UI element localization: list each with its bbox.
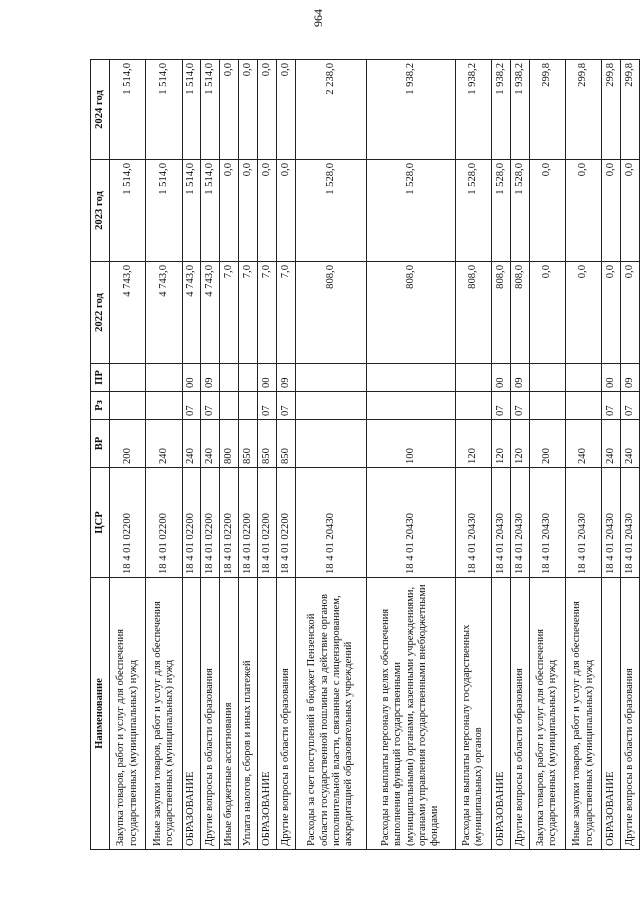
cell-2022: 0,0: [565, 262, 601, 364]
cell-name: Иные закупки товаров, работ и услуг для обеспечения государственных (муниципальных) нужд: [565, 578, 601, 850]
header-2022: 2022 год: [91, 262, 110, 364]
cell-csr: 18 4 01 20430: [295, 468, 366, 578]
table-row: [455, 60, 491, 850]
cell-2024: 299,8: [602, 60, 621, 160]
cell-2022: 0,0: [529, 262, 565, 364]
cell-csr: 18 4 01 02200: [220, 468, 239, 578]
cell-name: ОБРАЗОВАНИЕ: [491, 578, 510, 850]
cell-vr: 240: [201, 420, 220, 468]
cell-2023: 0,0: [565, 160, 601, 262]
cell-pr: 09: [201, 364, 220, 392]
cell-vr: 240: [565, 420, 601, 468]
cell-2022: 7,0: [276, 262, 295, 364]
cell-rz: [239, 392, 258, 420]
cell-2022: 4 743,0: [110, 262, 146, 364]
cell-2023: 1 514,0: [201, 160, 220, 262]
cell-2023: 1 528,0: [455, 160, 491, 262]
cell-2023: 1 514,0: [182, 160, 201, 262]
cell-vr: 800: [220, 420, 239, 468]
cell-rz: 07: [201, 392, 220, 420]
cell-2023: 1 528,0: [366, 160, 455, 262]
cell-csr: 18 4 01 20430: [565, 468, 601, 578]
cell-2022: 4 743,0: [201, 262, 220, 364]
cell-name: ОБРАЗОВАНИЕ: [258, 578, 277, 850]
cell-rz: 07: [491, 392, 510, 420]
cell-vr: 240: [146, 420, 182, 468]
cell-vr: 100: [366, 420, 455, 468]
cell-name: Другие вопросы в области образования: [510, 578, 529, 850]
cell-name: ОБРАЗОВАНИЕ: [602, 578, 621, 850]
cell-2022: 808,0: [366, 262, 455, 364]
cell-pr: [455, 364, 491, 392]
cell-2024: 0,0: [239, 60, 258, 160]
table-row: [529, 60, 565, 850]
rotated-table-container: [90, 60, 640, 850]
cell-vr: 850: [276, 420, 295, 468]
cell-name: Закупка товаров, работ и услуг для обеспечения государственных (муниципальных) нужд: [529, 578, 565, 850]
cell-2022: 808,0: [455, 262, 491, 364]
cell-2024: 0,0: [276, 60, 295, 160]
cell-name: Расходы на выплаты персоналу государственных (муниципальных) органов: [455, 578, 491, 850]
header-pr: ПР: [91, 364, 110, 392]
cell-csr: 18 4 01 02200: [110, 468, 146, 578]
cell-vr: 850: [258, 420, 277, 468]
table-row: [258, 60, 277, 850]
cell-pr: [295, 364, 366, 392]
table-row: [602, 60, 621, 850]
table-row: [510, 60, 529, 850]
cell-vr: 240: [621, 420, 640, 468]
cell-2022: 0,0: [602, 262, 621, 364]
cell-pr: 09: [621, 364, 640, 392]
cell-name: Другие вопросы в области образования: [276, 578, 295, 850]
table-row: [366, 60, 455, 850]
cell-rz: [110, 392, 146, 420]
cell-rz: [529, 392, 565, 420]
cell-pr: [146, 364, 182, 392]
cell-rz: [455, 392, 491, 420]
cell-2024: 1 514,0: [110, 60, 146, 160]
header-name: Наименование: [91, 578, 110, 850]
cell-csr: 18 4 01 02200: [258, 468, 277, 578]
cell-2024: 1 514,0: [201, 60, 220, 160]
cell-2022: 7,0: [220, 262, 239, 364]
cell-csr: 18 4 01 02200: [182, 468, 201, 578]
cell-2024: 1 938,2: [510, 60, 529, 160]
table-row: [295, 60, 366, 850]
cell-2024: 1 938,2: [491, 60, 510, 160]
cell-rz: 07: [602, 392, 621, 420]
table-row: [146, 60, 182, 850]
cell-csr: 18 4 01 20430: [621, 468, 640, 578]
cell-rz: 07: [258, 392, 277, 420]
cell-name: Иные бюджетные ассигнования: [220, 578, 239, 850]
cell-pr: 00: [491, 364, 510, 392]
cell-vr: 120: [455, 420, 491, 468]
cell-2023: 0,0: [239, 160, 258, 262]
budget-table: [90, 59, 640, 850]
cell-2024: 0,0: [258, 60, 277, 160]
cell-pr: 09: [276, 364, 295, 392]
cell-2022: 808,0: [510, 262, 529, 364]
cell-2022: 4 743,0: [182, 262, 201, 364]
cell-2024: 2 238,0: [295, 60, 366, 160]
cell-2023: 0,0: [258, 160, 277, 262]
page-number: 964: [311, 9, 325, 27]
header-2023: 2023 год: [91, 160, 110, 262]
cell-csr: 18 4 01 02200: [146, 468, 182, 578]
cell-vr: 120: [491, 420, 510, 468]
table-row: [239, 60, 258, 850]
cell-csr: 18 4 01 20430: [529, 468, 565, 578]
header-vr: ВР: [91, 420, 110, 468]
cell-csr: 18 4 01 20430: [491, 468, 510, 578]
cell-pr: 00: [258, 364, 277, 392]
cell-name: Расходы за счет поступлений в бюджет Пензенской области государственной пошлины за действие органов исполнительной власти, связанные с лицензированием, аккредитацией образовательных учреждений: [295, 578, 366, 850]
table-row: [110, 60, 146, 850]
cell-2024: 1 514,0: [182, 60, 201, 160]
cell-2023: 1 528,0: [295, 160, 366, 262]
cell-2023: 0,0: [529, 160, 565, 262]
cell-2022: 7,0: [239, 262, 258, 364]
cell-rz: 07: [510, 392, 529, 420]
cell-vr: 120: [510, 420, 529, 468]
cell-2023: 0,0: [220, 160, 239, 262]
table-row: [276, 60, 295, 850]
cell-2022: 4 743,0: [146, 262, 182, 364]
cell-pr: 00: [602, 364, 621, 392]
cell-name: Расходы на выплаты персоналу в целях обеспечения выполнения функций государственными (муниципальными) органами, казенными учреждениями, органами управления государственными внебюджетными фондами: [366, 578, 455, 850]
cell-pr: [239, 364, 258, 392]
table-header-row: [91, 60, 110, 850]
cell-pr: 00: [182, 364, 201, 392]
cell-csr: 18 4 01 02200: [276, 468, 295, 578]
cell-name: Закупка товаров, работ и услуг для обеспечения государственных (муниципальных) нужд: [110, 578, 146, 850]
cell-rz: 07: [621, 392, 640, 420]
table-row: [182, 60, 201, 850]
table-row: [201, 60, 220, 850]
cell-vr: 850: [239, 420, 258, 468]
table-row: [621, 60, 640, 850]
cell-rz: 07: [276, 392, 295, 420]
cell-2022: 808,0: [491, 262, 510, 364]
cell-csr: 18 4 01 20430: [602, 468, 621, 578]
header-rz: Рз: [91, 392, 110, 420]
cell-2023: 1 528,0: [491, 160, 510, 262]
cell-2024: 0,0: [220, 60, 239, 160]
cell-2023: 0,0: [621, 160, 640, 262]
cell-csr: 18 4 01 20430: [455, 468, 491, 578]
cell-name: Другие вопросы в области образования: [201, 578, 220, 850]
cell-2023: 0,0: [602, 160, 621, 262]
table-row: [491, 60, 510, 850]
cell-csr: 18 4 01 02200: [239, 468, 258, 578]
cell-2023: 1 528,0: [510, 160, 529, 262]
cell-pr: 09: [510, 364, 529, 392]
cell-2022: 808,0: [295, 262, 366, 364]
cell-csr: 18 4 01 20430: [510, 468, 529, 578]
cell-2023: 0,0: [276, 160, 295, 262]
cell-vr: 200: [529, 420, 565, 468]
header-2024: 2024 год: [91, 60, 110, 160]
cell-vr: 240: [602, 420, 621, 468]
cell-2024: 299,8: [565, 60, 601, 160]
cell-2024: 299,8: [529, 60, 565, 160]
cell-csr: 18 4 01 20430: [366, 468, 455, 578]
cell-rz: 07: [182, 392, 201, 420]
table-row: [220, 60, 239, 850]
cell-rz: [220, 392, 239, 420]
header-csr: ЦСР: [91, 468, 110, 578]
cell-csr: 18 4 01 02200: [201, 468, 220, 578]
cell-vr: 200: [110, 420, 146, 468]
cell-name: Другие вопросы в области образования: [621, 578, 640, 850]
cell-pr: [565, 364, 601, 392]
cell-2023: 1 514,0: [146, 160, 182, 262]
cell-name: Иные закупки товаров, работ и услуг для обеспечения государственных (муниципальных) нужд: [146, 578, 182, 850]
cell-2022: 0,0: [621, 262, 640, 364]
cell-vr: 240: [182, 420, 201, 468]
cell-2024: 1 938,2: [366, 60, 455, 160]
cell-pr: [110, 364, 146, 392]
cell-pr: [220, 364, 239, 392]
cell-vr: [295, 420, 366, 468]
cell-name: ОБРАЗОВАНИЕ: [182, 578, 201, 850]
cell-rz: [146, 392, 182, 420]
cell-rz: [565, 392, 601, 420]
cell-rz: [295, 392, 366, 420]
cell-2024: 1 514,0: [146, 60, 182, 160]
cell-pr: [366, 364, 455, 392]
cell-rz: [366, 392, 455, 420]
cell-pr: [529, 364, 565, 392]
cell-2022: 7,0: [258, 262, 277, 364]
cell-2024: 1 938,2: [455, 60, 491, 160]
cell-2023: 1 514,0: [110, 160, 146, 262]
table-row: [565, 60, 601, 850]
cell-name: Уплата налогов, сборов и иных платежей: [239, 578, 258, 850]
cell-2024: 299,8: [621, 60, 640, 160]
